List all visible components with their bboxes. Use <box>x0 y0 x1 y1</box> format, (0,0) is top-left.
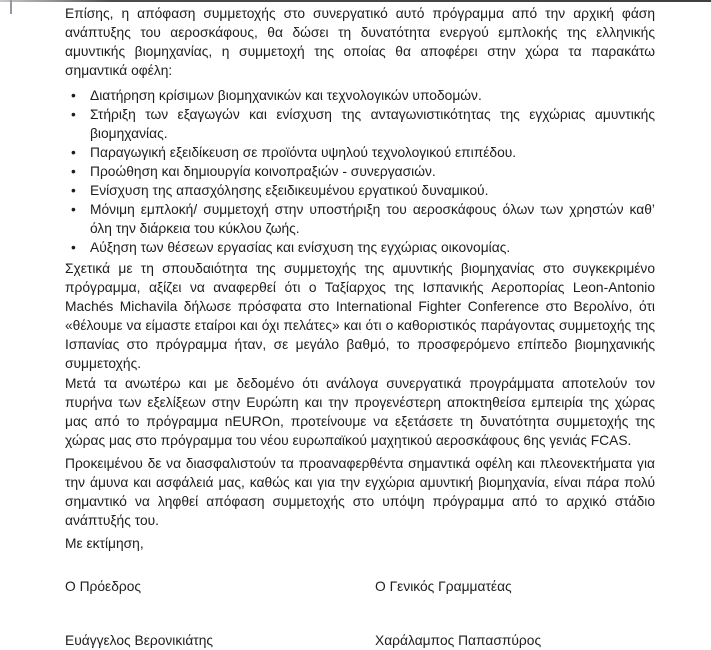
proposal-paragraph: Μετά τα ανωτέρω και με δεδομένο ότι ανάλογα συνεργατικά προγράμματα αποτελούν τον πυρήνα των εξελίξεων στην Ευρώπη και την προγενέστερη αποκτηθείσα εμπειρία της χώρας μας από το πρόγραμμα nEUROn, προτείνουμε να εξετάσετε τη δυνατότητα συμμετοχής της χώρας μας στο πρόγραμμα του νέου ευρωπαϊκού μαχητικού αεροσκάφους 6ης γενιάς FCAS. <box>65 376 655 448</box>
signature-names-row <box>65 631 655 650</box>
benefit-item <box>65 86 655 105</box>
signature-name-secretary-general: Χαράλαμπος Παπασπύρος <box>375 633 542 648</box>
benefit-item <box>65 162 655 181</box>
bullet-icon: • <box>71 88 76 103</box>
benefit-item-text: Αύξηση των θέσεων εργασίας και ενίσχυση της εγχώριας οικονομίας. <box>90 240 511 255</box>
bullet-icon: • <box>71 183 76 198</box>
benefit-item-text: Ενίσχυση της απασχόλησης εξειδικευμένου εργατικού δυναμικού. <box>90 183 489 198</box>
spain-example-paragraph: Σχετικά με τη σπουδαιότητα της συμμετοχής της αμυντικής βιομηχανίας στο συγκεκριμένο πρόγραμμα, αξίζει να αναφερθεί ότι ο Ταξίαρχος της Ισπανικής Αεροπορίας Leon-Antonio Machés Michavila δήλωσε πρόσφατα στο International Fighter Conference στο Βερολίνο, ότι «θέλουμε να είμαστε εταίροι και όχι πελάτες» και ότι ο καθοριστικός παράγοντας συμμετοχής της Ισπανίας στο πρόγραμμα ήταν, σε μεγάλο βαθμό, το προσφερόμενο επίπεδο βιομηχανικής συμμετοχής. <box>65 261 655 371</box>
benefit-item <box>65 200 655 238</box>
benefit-item-text: Προώθηση και δημιουργία κοινοπραξιών - συνεργασιών. <box>90 164 436 179</box>
intro-paragraph: Επίσης, η απόφαση συμμετοχής στο συνεργατικό αυτό πρόγραμμα από την αρχική φάση ανάπτυξης του αεροσκάφους, θα δώσει τη δυνατότητα ενεργού εμπλοκής της ελληνικής αμυντικής βιομηχανίας, η συμμετοχή της οποίας θα αποφέρει στην χώρα τα παρακάτω σημαντικά οφέλη: <box>65 6 655 78</box>
benefit-item-text: Διατήρηση κρίσιμων βιομηχανικών και τεχνολογικών υποδομών. <box>90 88 482 103</box>
bullet-icon: • <box>71 145 76 160</box>
benefit-item <box>65 181 655 200</box>
signature-name-president: Ευάγγελος Βερονικιάτης <box>65 633 214 648</box>
signature-title-secretary-general: Ο Γενικός Γραμματέας <box>375 579 512 594</box>
signature-title-president: Ο Πρόεδρος <box>65 579 142 594</box>
bullet-icon: • <box>71 240 76 255</box>
benefit-item <box>65 143 655 162</box>
bullet-icon: • <box>71 202 76 217</box>
bullet-icon: • <box>71 164 76 179</box>
benefit-list <box>65 86 655 257</box>
benefit-item-text: Μόνιμη εμπλοκή/ συμμετοχή στην υποστήριξη του αεροσκάφους όλων των χρηστών καθ’ όλη την διάρκεια του κύκλου ζωής. <box>90 202 655 236</box>
benefit-item-text: Παραγωγική εξειδίκευση σε προϊόντα υψηλού τεχνολογικού επιπέδου. <box>90 145 517 160</box>
closing-salutation: Με εκτίμηση, <box>65 536 144 551</box>
benefit-item-text: Στήριξη των εξαγωγών και ενίσχυση της ανταγωνιστικότητας της εγχώριας αμυντικής βιομηχανίας. <box>90 107 655 141</box>
benefit-item <box>65 105 655 143</box>
conclusion-paragraph: Προκειμένου δε να διασφαλιστούν τα προαναφερθέντα σημαντικά οφέλη και πλεονεκτήματα για την άμυνα και ασφάλειά μας, καθώς και για την εγχώρια αμυντική βιομηχανία, είναι πάρα πολύ σημαντικό να ληφθεί απόφαση συμμετοχής στο υπόψη πρόγραμμα από το αρχικό στάδιο ανάπτυξής του. <box>65 456 655 528</box>
bullet-icon: • <box>71 107 76 122</box>
benefit-item <box>65 238 655 257</box>
signature-titles-row <box>65 577 655 596</box>
